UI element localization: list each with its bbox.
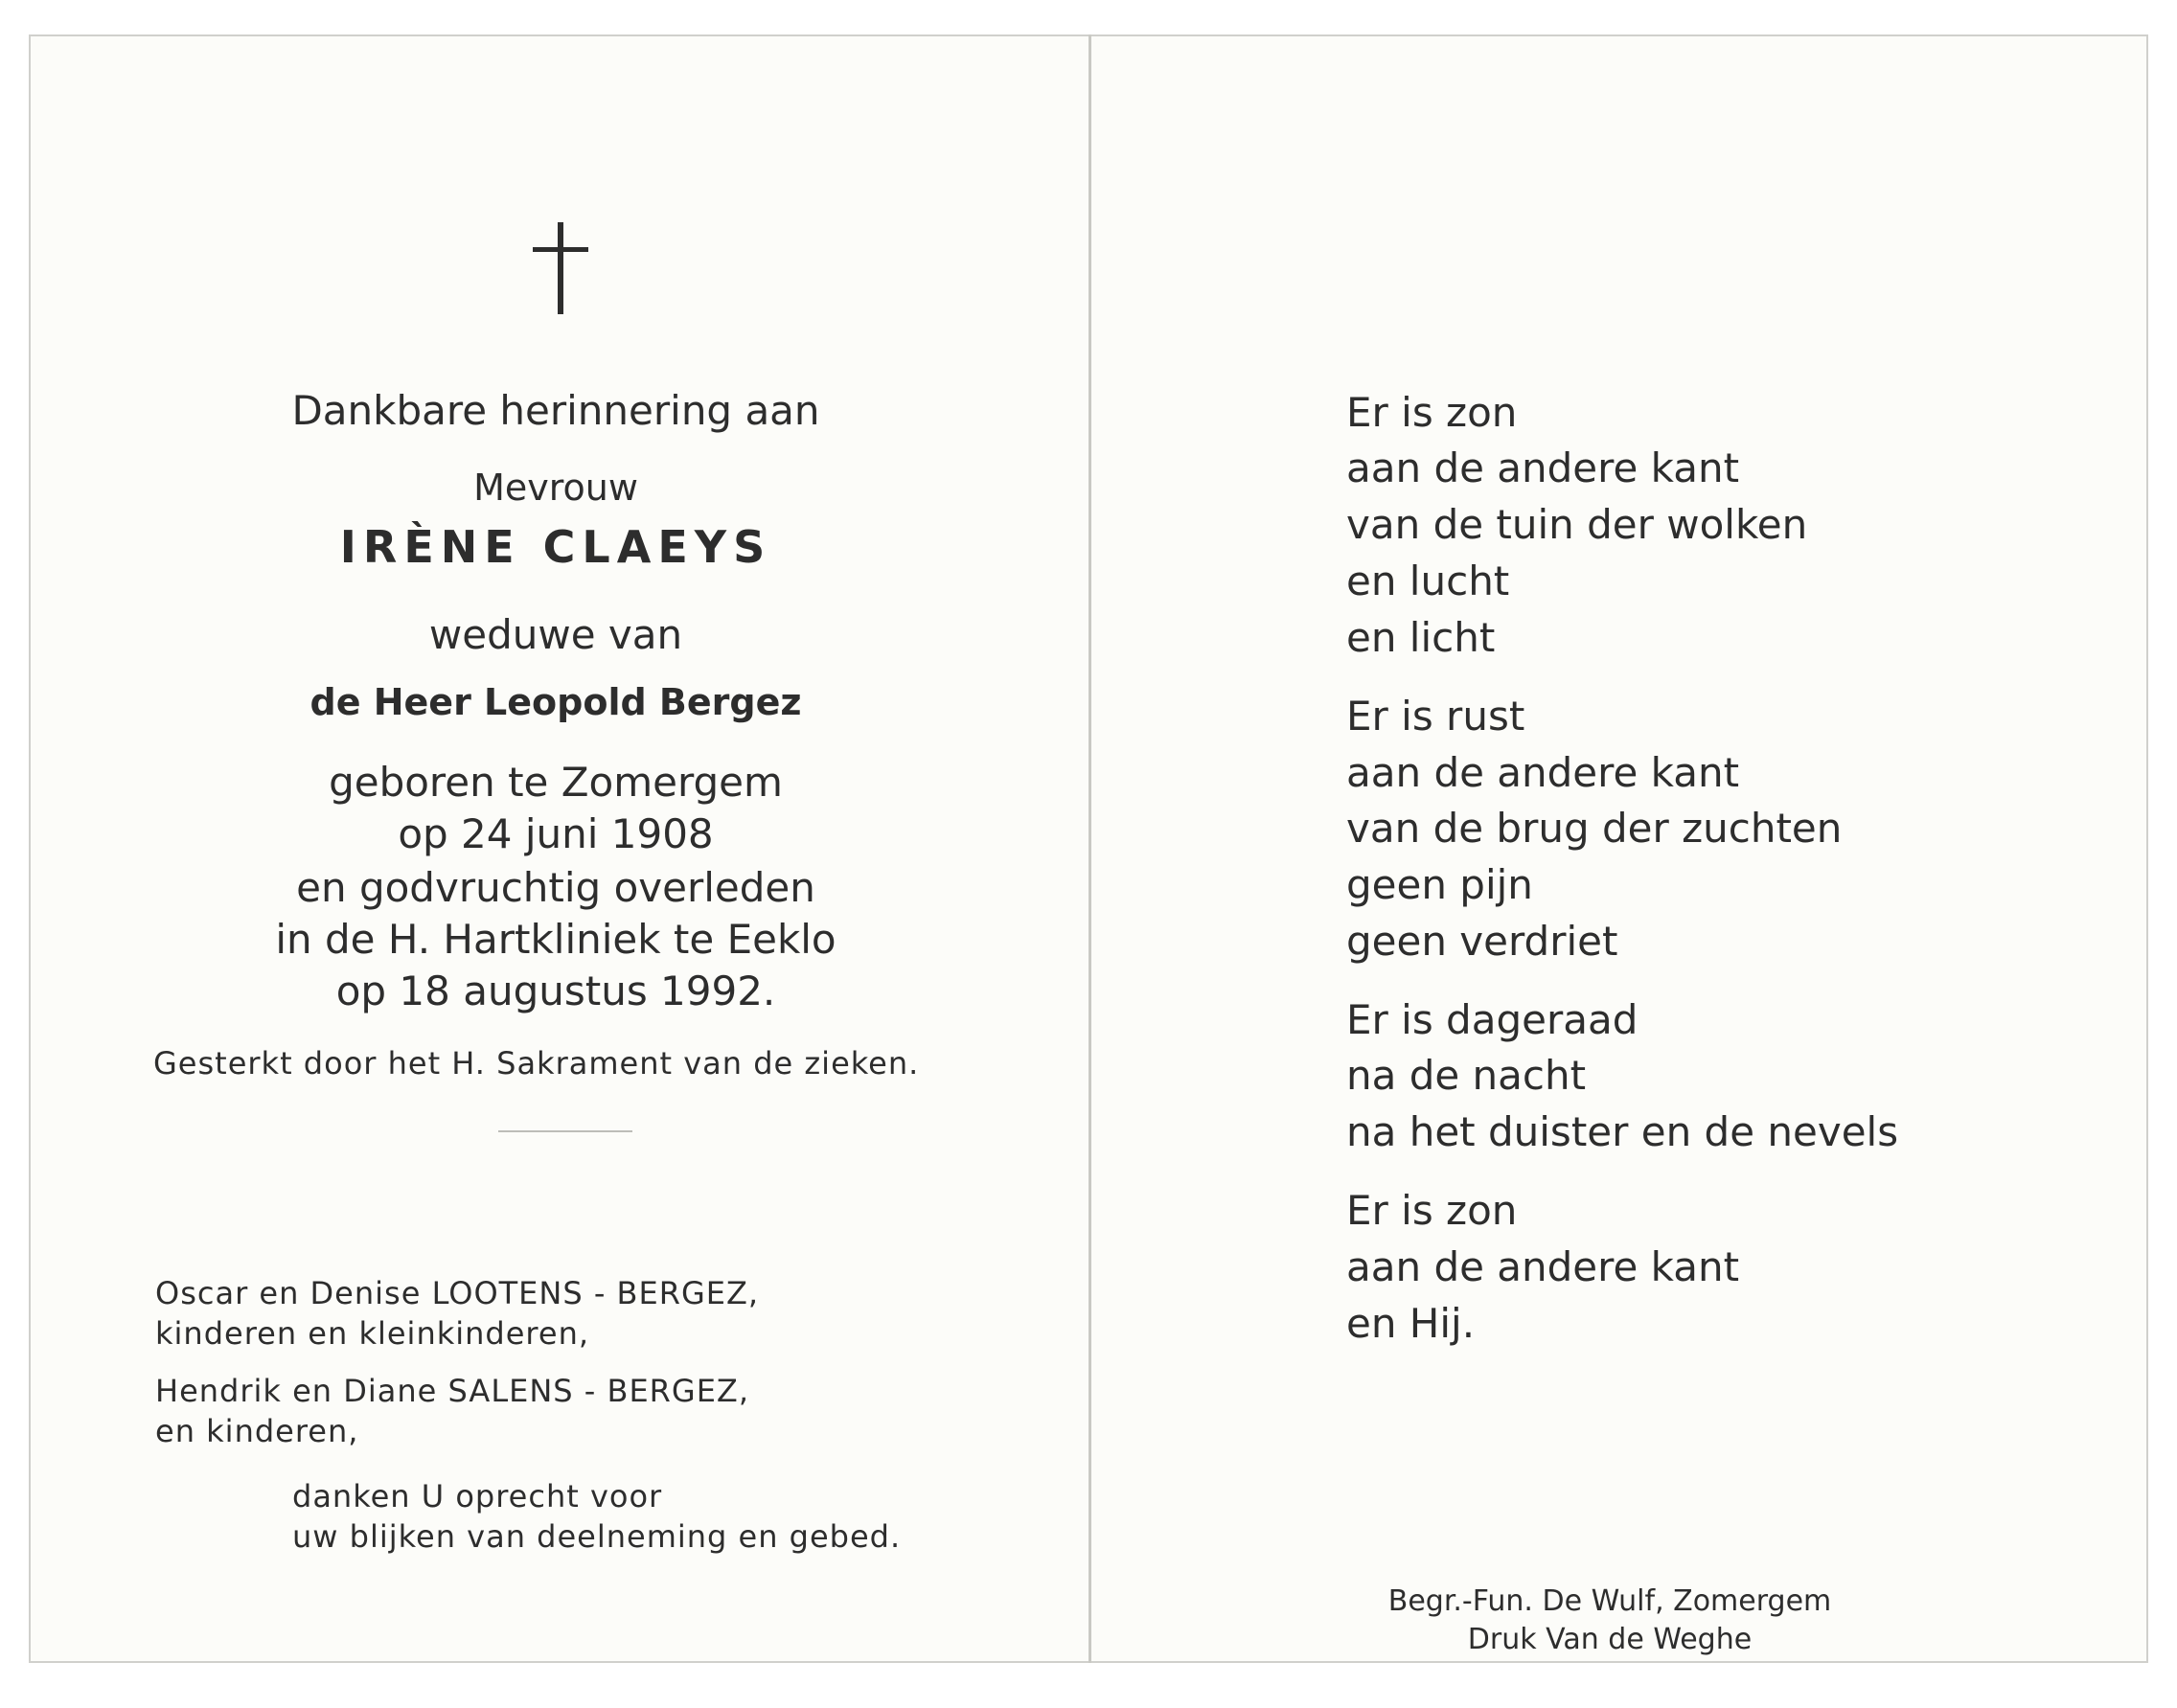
poem-line: geen pijn [1346,861,1533,908]
death-line-1: en godvruchtig overleden [296,864,815,911]
family-line-1: Oscar en Denise LOOTENS - BERGEZ, [155,1275,760,1311]
poem-line: aan de andere kant [1346,1243,1740,1290]
poem-line: en Hij. [1346,1300,1476,1347]
cross-icon [525,222,596,314]
intro-text: Dankbare herinnering aan [291,387,820,434]
poem-line: Er is zon [1346,1187,1518,1234]
poem-line: Er is zon [1346,389,1518,436]
birth-place: geboren te Zomergem [329,759,783,806]
sacrament-text: Gesterkt door het H. Sakrament van de zieken. [153,1045,920,1082]
family-line-2: kinderen en kleinkinderen, [155,1315,590,1352]
poem-line: aan de andere kant [1346,444,1740,491]
printer-line-2: Druk Van de Weghe [1467,1623,1753,1656]
spouse-name: de Heer Leopold Bergez [309,681,802,723]
poem-line: na het duister en de nevels [1346,1108,1899,1155]
poem-line: van de brug der zuchten [1346,805,1843,852]
poem-line: Er is dageraad [1346,996,1638,1043]
card-fold-line [1088,34,1091,1663]
deceased-name: IRÈNE CLAEYS [339,521,772,573]
poem-line: Er is rust [1346,693,1525,740]
relation-text: weduwe van [428,611,683,658]
family-line-4: en kinderen, [155,1413,359,1449]
poem-line: aan de andere kant [1346,749,1740,796]
poem-line: na de nacht [1346,1052,1587,1099]
thanks-line-1: danken U oprecht voor [292,1478,663,1514]
divider [498,1130,632,1132]
honorific: Mevrouw [473,467,638,509]
poem-line: en licht [1346,614,1496,661]
death-line-2: in de H. Hartkliniek te Eeklo [275,916,836,963]
death-date: op 18 augustus 1992. [335,968,776,1014]
poem-line: van de tuin der wolken [1346,501,1808,548]
poem-line: geen verdriet [1346,918,1618,965]
poem-line: en lucht [1346,558,1510,604]
birth-date: op 24 juni 1908 [398,810,714,857]
family-line-3: Hendrik en Diane SALENS - BERGEZ, [155,1373,750,1409]
printer-line-1: Begr.-Fun. De Wulf, Zomergem [1387,1584,1832,1618]
thanks-line-2: uw blijken van deelneming en gebed. [292,1518,902,1555]
